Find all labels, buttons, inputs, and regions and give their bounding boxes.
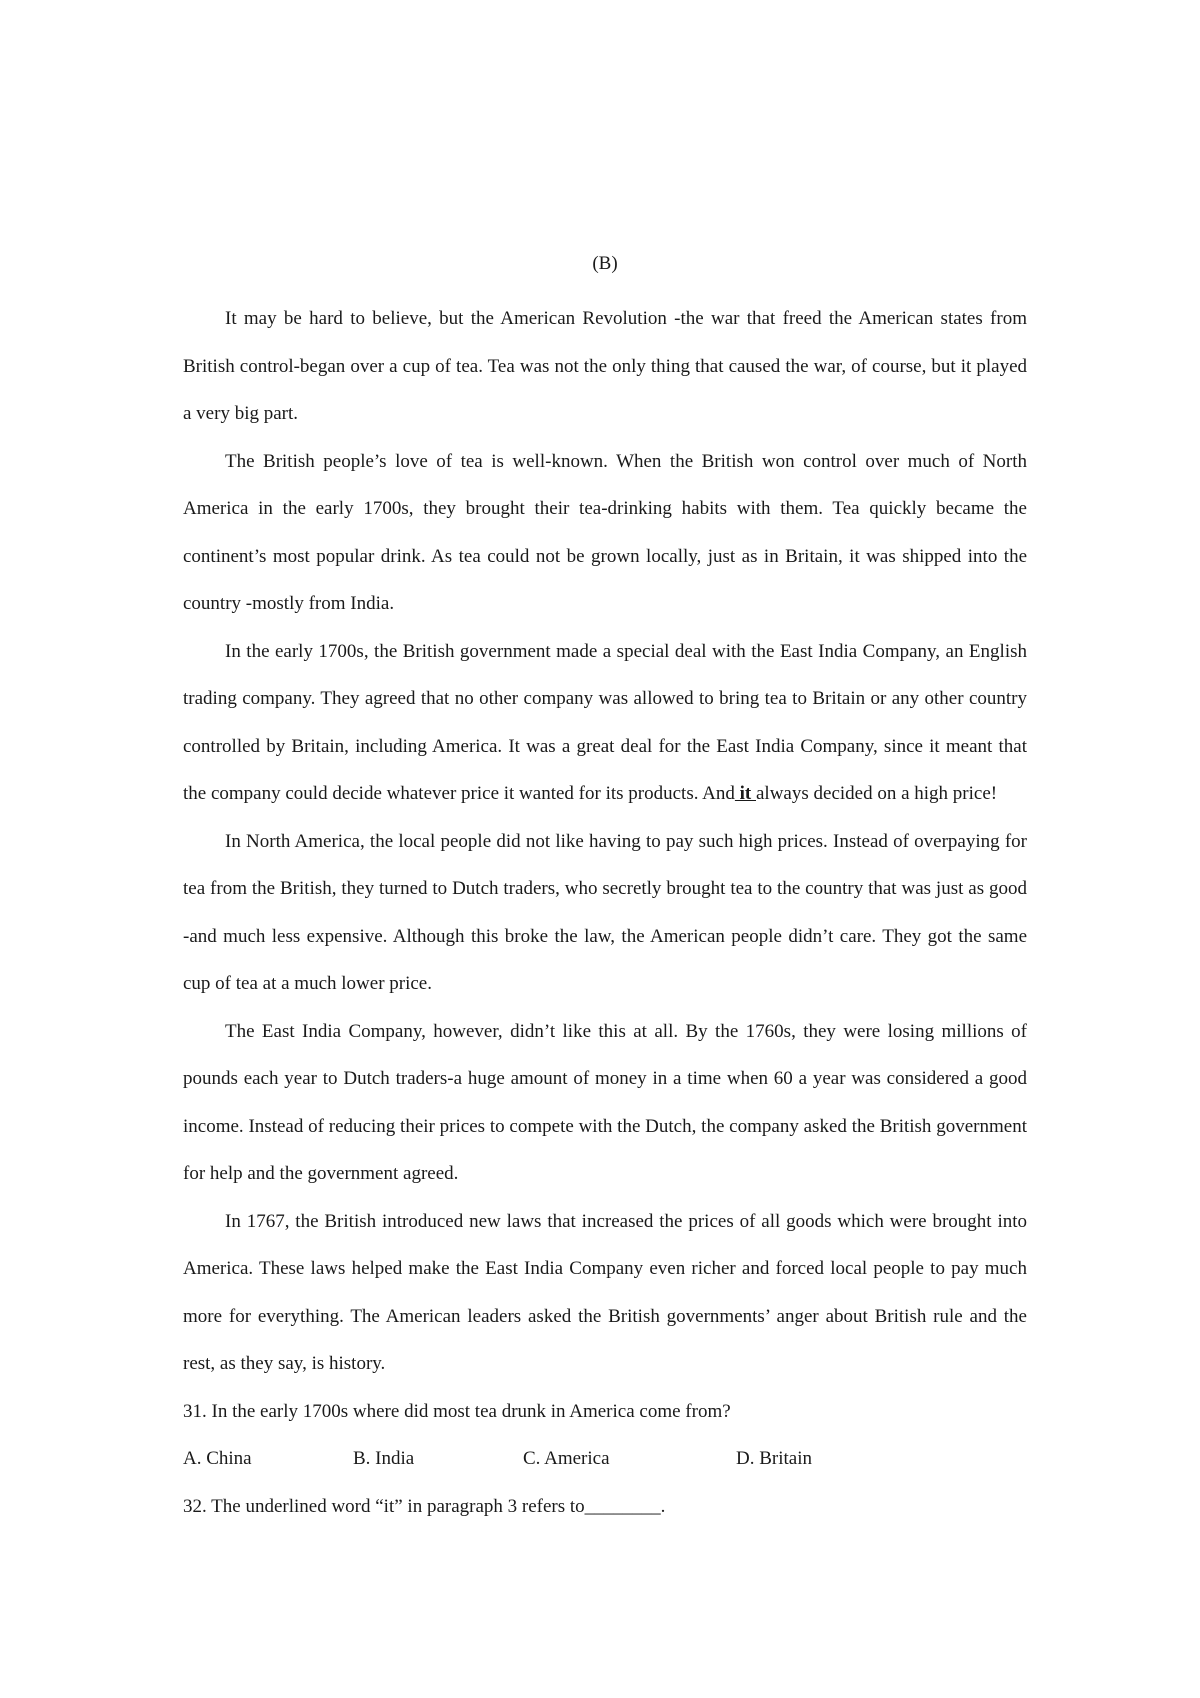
underlined-word: it: [734, 783, 756, 804]
option-b: B. India: [353, 1448, 415, 1469]
paragraph-2: The British people’s love of tea is well-known. When the British won control over much of North America in the early 1700s, they brought their tea-drinking habits with them. Tea quickly became the continent’s most popular drink. As tea could not be grown locally, just as in Britain, it was shipped into the country -mostly from India.: [183, 450, 1027, 614]
question-31: 31. In the early 1700s where did most tea drunk in America come from?: [183, 1400, 731, 1422]
question-31-options: [183, 1435, 1027, 1483]
passage-label: (B): [592, 253, 618, 274]
question-32: 32. The underlined word “it” in paragraph 3 refers to________.: [183, 1495, 666, 1517]
document-page: [183, 248, 1027, 1530]
paragraph-3: [183, 628, 1027, 818]
paragraph-1: It may be hard to believe, but the American Revolution -the war that freed the American states from British control-began over a cup of tea. Tea was not the only thing that caused the war, of course, but it played a very big part.: [183, 308, 1027, 424]
paragraph-6: In 1767, the British introduced new laws that increased the prices of all goods which were brought into America. These laws helped make the East India Company even richer and forced local people to pay much more for everything. The American leaders asked the British governments’ anger about British rule and the rest, as they say, is history.: [183, 1210, 1027, 1374]
paragraph-3-after: always decided on a high price!: [756, 783, 998, 804]
paragraph-5: The East India Company, however, didn’t like this at all. By the 1760s, they were losing millions of pounds each year to Dutch traders-a huge amount of money in a time when 60 a year was considered a good income. Instead of reducing their prices to compete with the Dutch, the company asked the British government for help and the government agreed.: [183, 1020, 1027, 1184]
paragraph-4: In North America, the local people did not like having to pay such high prices. Instead of overpaying for tea from the British, they turned to Dutch traders, who secretly brought tea to the country that was just as good -and much less expensive. Although this broke the law, the American people didn’t care. They got the same cup of tea at a much lower price.: [183, 830, 1027, 994]
option-c: C. America: [523, 1448, 610, 1469]
paragraph-3-before: In the early 1700s, the British government made a special deal with the East India Company, an English trading company. They agreed that no other company was allowed to bring tea to Britain or any other country controlled by Britain, including America. It was a great deal for the East India Company, since it meant that the company could decide whatever price it wanted for its products. And: [183, 640, 1027, 804]
option-d: D. Britain: [736, 1448, 812, 1469]
option-a: A. China: [183, 1448, 252, 1469]
